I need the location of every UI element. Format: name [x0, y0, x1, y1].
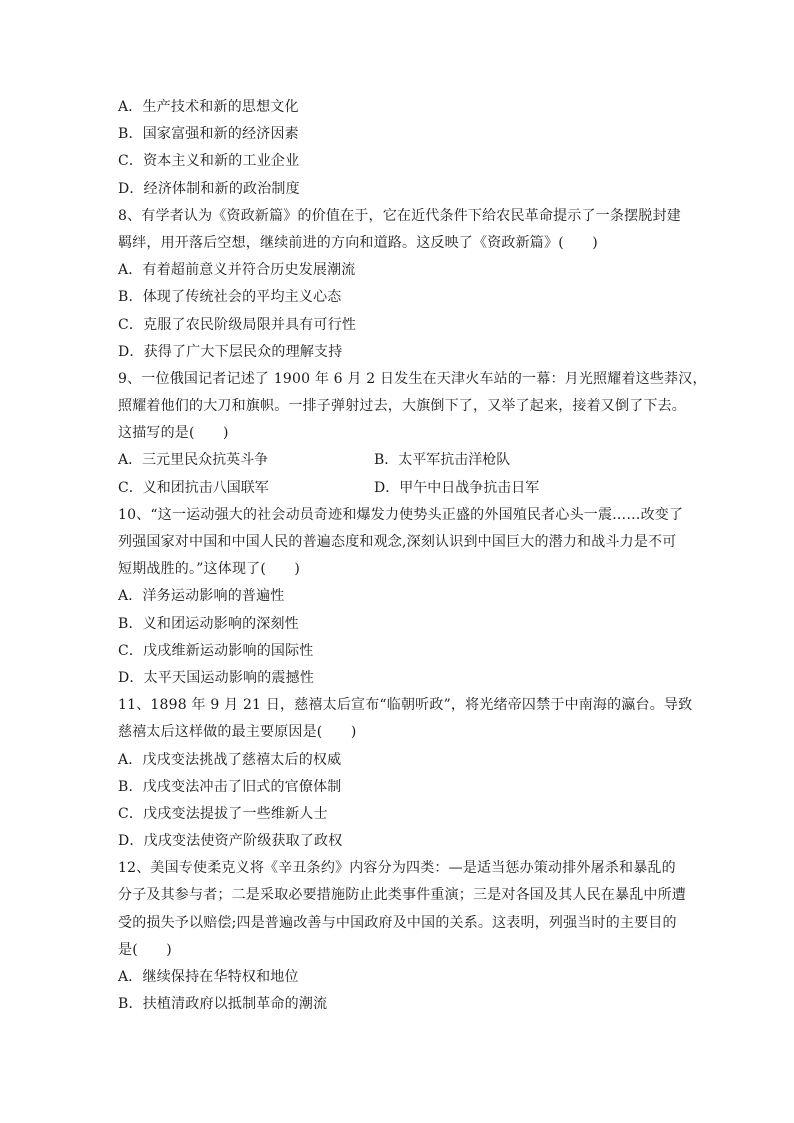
q9-option-d: D．甲午中日战争抗击日军	[374, 479, 540, 496]
q11-option-b: B．戊戌变法冲击了旧式的官僚体制	[118, 778, 342, 795]
question-12	[118, 855, 686, 1018]
q12-option-b: B．扶植清政府以抵制革命的潮流	[118, 996, 328, 1013]
question-9	[118, 366, 707, 502]
question-7-options	[118, 94, 678, 203]
q12-stem-line-2: 分子及其参与者；二是采取必要措施防止此类事件重演；三是对各国及其人民在暴乱中所遭	[118, 887, 686, 904]
q11-stem-line-2: 慈禧太后这样做的最主要原因是( )	[118, 724, 357, 741]
question-10	[118, 502, 684, 692]
q7-option-d: D．经济体制和新的政治制度	[118, 180, 300, 197]
question-8	[118, 203, 681, 366]
q8-option-a: A．有着超前意义并符合历史发展潮流	[118, 262, 356, 279]
question-11	[118, 692, 693, 855]
q8-option-b: B．体现了传统社会的平均主义心态	[118, 289, 342, 306]
q8-stem-line-1: 8、有学者认为《资政新篇》的价值在于，它在近代条件下给农民革命提示了一条摆脱封建	[118, 207, 681, 224]
q9-option-a: A．三元里民众抗英斗争	[118, 452, 269, 469]
q9-option-c: C．义和团抗击八国联军	[118, 479, 269, 496]
q11-stem-line-1: 11、1898 年 9 月 21 日，慈禧太后宣布“临朝听政”，将光绪帝囚禁于中南海的瀛台。导致	[118, 697, 693, 714]
q10-option-d: D．太平天国运动影响的震撼性	[118, 669, 315, 686]
q10-option-a: A．洋务运动影响的普遍性	[118, 588, 285, 605]
q8-option-d: D．获得了广大下层民众的理解支持	[118, 343, 343, 360]
q9-stem-line-1: 9、一位俄国记者记述了 1900 年 6 月 2 日发生在天津火车站的一幕：月光照耀着这些莽汉，	[118, 370, 707, 387]
q10-stem-line-2: 列强国家对中国和中国人民的普遍态度和观念,深刻认识到中国巨大的潜力和战斗力是不可	[118, 534, 677, 550]
q10-option-b: B．义和团运动影响的深刻性	[118, 615, 299, 632]
q11-option-a: A．戊戌变法挑战了慈禧太后的权威	[118, 751, 342, 768]
q11-option-d: D．戊戌变法使资产阶级获取了政权	[118, 833, 343, 850]
q10-stem-line-1: 10、“这一运动强大的社会动员奇迹和爆发力使势头正盛的外国殖民者心头一震……改变了	[118, 506, 684, 523]
q8-option-c: C．克服了农民阶级局限并具有可行性	[118, 316, 357, 333]
q12-option-a: A．继续保持在华特权和地位	[118, 969, 299, 985]
q12-stem-line-1: 12、美国专使柔克义将《辛丑条约》内容分为四类：—是适当惩办策动排外屠杀和暴乱的	[118, 860, 676, 877]
q10-stem-line-3: 短期战胜的。”这体现了( )	[118, 561, 301, 578]
q12-stem-line-3: 受的损失予以赔偿;四是普遍改善与中国政府及中国的关系。这表明，列强当时的主要目的	[118, 914, 677, 931]
q9-stem-line-2: 照耀着他们的大刀和旗帜。一排子弹射过去，大旗倒下了，又举了起来，接着又倒了下去。	[118, 398, 686, 415]
q9-options-row-1	[118, 447, 678, 474]
q7-option-b: B．国家富强和新的经济因素	[118, 126, 299, 143]
exam-page	[118, 94, 707, 1018]
q11-option-c: C．戊戌变法提拔了一些维新人士	[118, 805, 328, 822]
q12-stem-line-4: 是( )	[118, 941, 172, 958]
q7-option-c: C．资本主义和新的工业企业	[118, 153, 300, 170]
q9-options-row-2	[118, 475, 678, 502]
q8-stem-line-2: 羁绊，用开落后空想，继续前进的方向和道路。这反映了《资政新篇》( )	[118, 234, 598, 251]
q9-stem-line-3: 这描写的是( )	[118, 425, 229, 442]
q9-option-b: B．太平军抗击洋枪队	[374, 452, 511, 469]
q7-option-a: A．生产技术和新的思想文化	[118, 99, 299, 115]
q10-option-c: C．戊戌维新运动影响的国际性	[118, 642, 314, 659]
